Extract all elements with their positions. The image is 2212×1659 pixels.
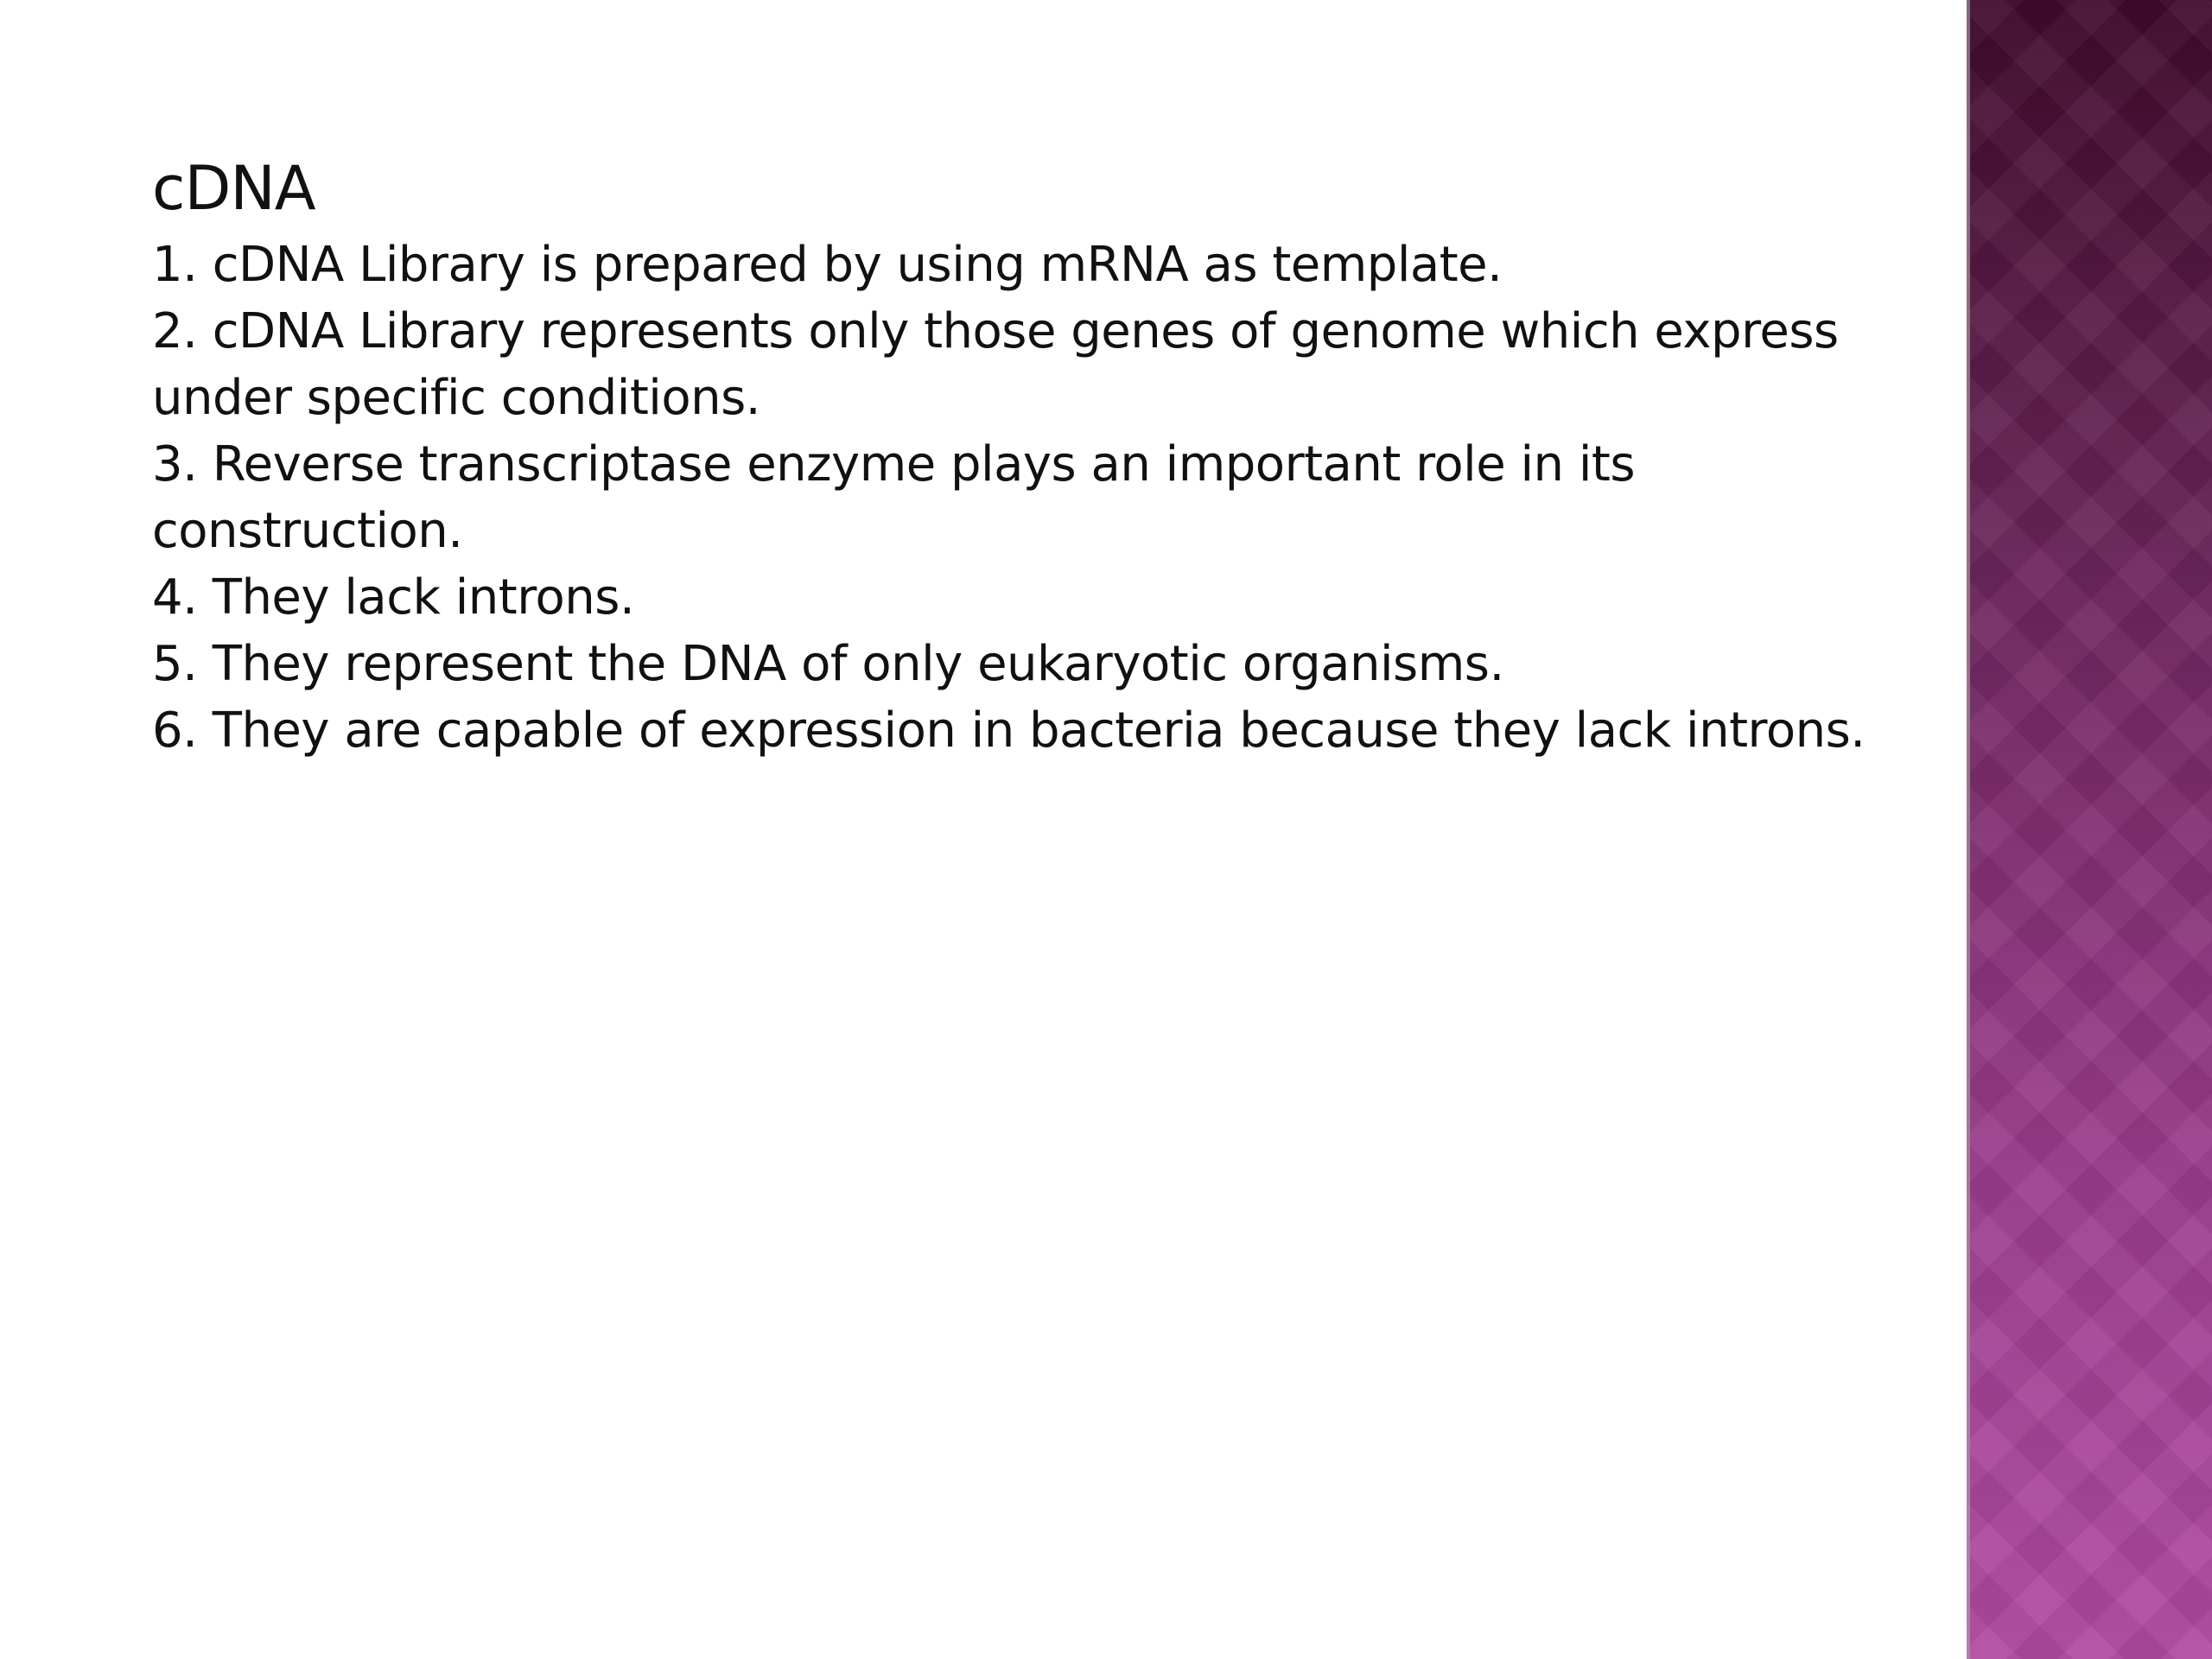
list-item: 6. They are capable of expression in bacteria because they lack introns. xyxy=(152,702,1866,759)
list-item: 3. Reverse transcriptase enzyme plays an important role in its construction. xyxy=(152,436,1636,559)
list-item: 1. cDNA Library is prepared by using mRNA as template. xyxy=(152,237,1503,293)
list-item: 5. They represent the DNA of only eukaryotic organisms. xyxy=(152,636,1504,692)
slide-title: cDNA xyxy=(152,153,315,224)
list-item: 4. They lack introns. xyxy=(152,569,635,626)
list-item: 2. cDNA Library represents only those genes of genome which express under specific conditions. xyxy=(152,303,1839,426)
slide-content xyxy=(152,145,1923,764)
bullet-list xyxy=(152,232,1923,764)
decorative-sidebar xyxy=(1970,0,2212,1659)
